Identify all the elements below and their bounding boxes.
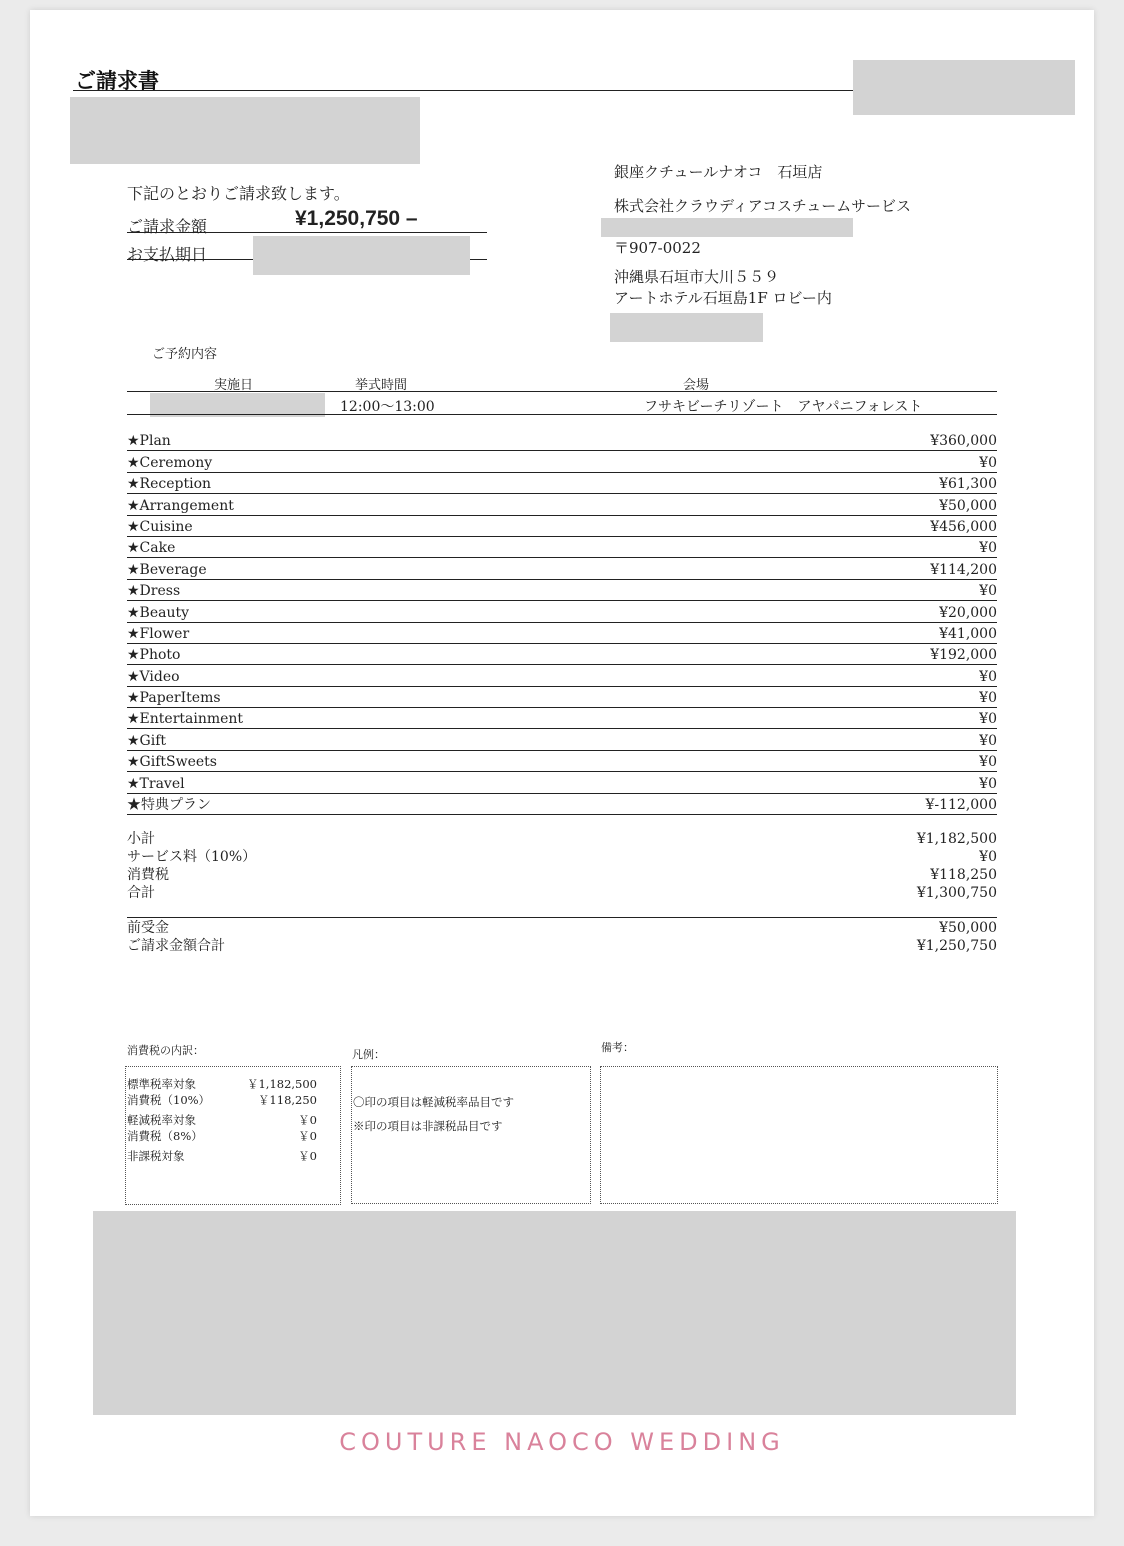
item-label: ★Plan [127, 433, 171, 450]
total-row [127, 866, 997, 884]
reservation-section-label: ご予約内容 [152, 347, 218, 362]
item-value: ¥0 [979, 454, 997, 471]
redacted-footer-block [93, 1211, 1016, 1415]
line-item [127, 601, 997, 622]
tax-row [127, 1112, 317, 1128]
item-value: ¥192,000 [930, 647, 997, 664]
legend-line: ※印の項目は非課税品目です [353, 1119, 503, 1133]
item-value: ¥0 [979, 583, 997, 600]
line-item [127, 494, 997, 515]
tax-row [127, 1076, 317, 1092]
tax-row-value: ￥0 [298, 1113, 317, 1127]
line-item [127, 687, 997, 708]
redacted-block [853, 60, 1075, 115]
intro-text: 下記のとおりご請求致します。 [127, 184, 350, 203]
tax-row-value: ￥118,250 [257, 1093, 317, 1107]
item-value: ¥0 [979, 775, 997, 792]
tax-breakdown-label: 消費税の内訳： [127, 1044, 204, 1057]
address-line-2: アートホテル石垣島1F ロビー内 [614, 289, 832, 307]
item-value: ¥360,000 [930, 433, 997, 450]
legend-line: 〇印の項目は軽減税率品目です [353, 1095, 514, 1109]
total-label: 合計 [127, 885, 155, 901]
total-label: 小計 [127, 831, 155, 847]
item-label: ★Beverage [127, 561, 207, 578]
redacted-company-line [601, 218, 853, 237]
item-label: ★特典プラン [127, 797, 211, 814]
line-item [127, 473, 997, 494]
ceremony-time: 12:00～13:00 [340, 399, 435, 415]
line-item [127, 644, 997, 665]
reservation-header-rule [127, 391, 997, 392]
line-item [127, 772, 997, 793]
amount-value: ¥1,250,750 – [295, 207, 418, 230]
tax-row-label: 軽減税率対象 [127, 1113, 196, 1127]
remarks-box [600, 1066, 998, 1204]
total-row [127, 919, 997, 937]
tax-row-label: 非課税対象 [127, 1149, 185, 1163]
grand-total-rule [127, 917, 997, 918]
item-value: ¥0 [979, 540, 997, 557]
tax-row [127, 1128, 317, 1144]
item-label: ★Entertainment [127, 711, 244, 728]
line-item [127, 451, 997, 472]
item-value: ¥0 [979, 732, 997, 749]
item-label: ★Dress [127, 583, 181, 600]
tax-row-value: ￥0 [298, 1149, 317, 1163]
redacted-due-date [253, 236, 470, 275]
item-label: ★Cake [127, 540, 176, 557]
line-items-table [127, 430, 997, 815]
line-item [127, 665, 997, 686]
item-value: ¥20,000 [939, 604, 997, 621]
total-value: ¥1,182,500 [916, 831, 997, 847]
reservation-row-rule [127, 414, 997, 415]
total-label: ご請求金額合計 [127, 938, 225, 954]
line-item [127, 729, 997, 750]
item-value: ¥41,000 [939, 625, 997, 642]
item-label: ★Flower [127, 625, 190, 642]
line-item [127, 708, 997, 729]
title-divider [73, 90, 855, 91]
total-row [127, 848, 997, 866]
total-value: ¥1,250,750 [916, 938, 997, 954]
item-label: ★Cuisine [127, 518, 193, 535]
item-value: ¥0 [979, 690, 997, 707]
company-name: 株式会社クラウディアコスチュームサービス [614, 197, 912, 215]
total-row [127, 884, 997, 902]
tax-row-label: 標準税率対象 [127, 1077, 196, 1091]
line-item [127, 558, 997, 579]
total-label: 前受金 [127, 920, 169, 936]
item-label: ★Video [127, 668, 180, 685]
item-label: ★Reception [127, 476, 212, 493]
item-label: ★Gift [127, 732, 167, 749]
item-value: ¥456,000 [930, 518, 997, 535]
shop-name: 銀座クチュールナオコ 石垣店 [614, 163, 823, 181]
grand-total-block [127, 919, 997, 955]
line-item [127, 794, 997, 815]
venue-name: フサキビーチリゾート アヤパニフォレスト [644, 399, 923, 415]
totals-block [127, 830, 997, 902]
brand-logo-text: COUTURE NAOCO WEDDING [339, 1428, 785, 1456]
line-item [127, 751, 997, 772]
line-item [127, 623, 997, 644]
total-value: ¥1,300,750 [916, 885, 997, 901]
tax-row-label: 消費税（8%） [127, 1129, 203, 1143]
total-row [127, 937, 997, 955]
redacted-contact [610, 313, 763, 342]
total-label: サービス料（10%） [127, 849, 257, 865]
line-item [127, 537, 997, 558]
due-date-label: お支払期日 [127, 245, 208, 264]
item-label: ★PaperItems [127, 690, 221, 707]
item-label: ★Beauty [127, 604, 190, 621]
legend-box [351, 1066, 591, 1204]
line-item [127, 430, 997, 451]
item-value: ¥0 [979, 711, 997, 728]
header-date: 実施日 [214, 378, 254, 393]
invoice-title: ご請求書 [75, 69, 159, 93]
item-value: ¥0 [979, 754, 997, 771]
total-label: 消費税 [127, 867, 169, 883]
remarks-label: 備考： [601, 1041, 634, 1054]
amount-label: ご請求金額 [127, 217, 208, 236]
line-item [127, 516, 997, 537]
header-time: 挙式時間 [355, 378, 408, 393]
amount-underline [127, 232, 487, 233]
tax-row-value: ￥0 [298, 1129, 317, 1143]
total-value: ¥118,250 [930, 867, 997, 883]
item-label: ★Photo [127, 647, 181, 664]
tax-row [127, 1148, 317, 1164]
item-value: ¥50,000 [939, 497, 997, 514]
item-value: ¥0 [979, 668, 997, 685]
line-item [127, 580, 997, 601]
item-label: ★Travel [127, 775, 185, 792]
total-value: ¥50,000 [939, 920, 997, 936]
legend-label: 凡例： [352, 1048, 385, 1061]
header-venue: 会場 [683, 378, 710, 393]
tax-row [127, 1092, 317, 1108]
item-value: ¥114,200 [930, 561, 997, 578]
item-value: ¥61,300 [939, 476, 997, 493]
address-line-1: 沖縄県石垣市大川５５９ [614, 268, 780, 286]
item-label: ★Arrangement [127, 497, 234, 514]
total-row [127, 830, 997, 848]
total-value: ¥0 [979, 849, 997, 865]
tax-row-value: ￥1,182,500 [246, 1077, 317, 1091]
postal-code: 〒907-0022 [614, 239, 701, 257]
item-label: ★GiftSweets [127, 754, 217, 771]
item-value: ¥-112,000 [925, 797, 997, 814]
tax-row-label: 消費税（10%） [127, 1093, 211, 1107]
item-label: ★Ceremony [127, 454, 213, 471]
redacted-recipient [70, 97, 420, 164]
